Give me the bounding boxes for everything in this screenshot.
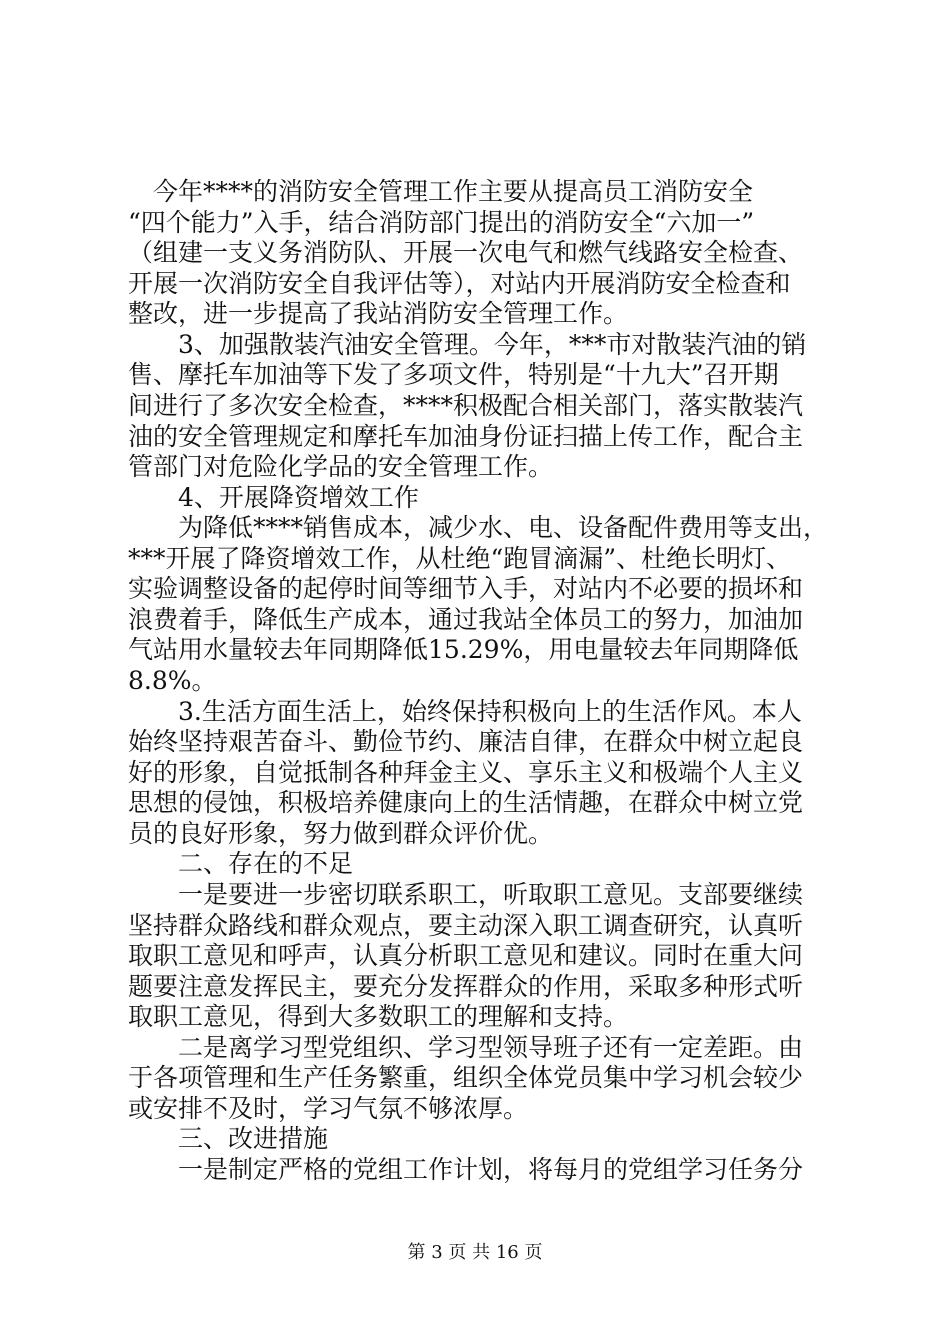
text-line: 整改，进一步提高了我站消防安全管理工作。	[128, 299, 629, 328]
text-line: 取职工意见，得到大多数职工的理解和支持。	[128, 1002, 629, 1031]
text-line: 8.8%。	[128, 666, 217, 695]
text-line: 于各项管理和生产任务繁重，组织全体党员集中学习机会较少	[128, 1063, 804, 1092]
text-line: 一是制定严格的党组工作计划，将每月的党组学习任务分	[128, 1155, 804, 1184]
text-line: 三、改进措施	[128, 1124, 329, 1153]
text-line: 员的良好形象，努力做到群众评价优。	[128, 819, 554, 848]
text-line: 3.生活方面生活上，始终保持积极向上的生活作风。本人	[128, 697, 802, 726]
page-footer: 第 3 页 共 16 页	[407, 1242, 543, 1263]
text-line: 二、存在的不足	[128, 849, 354, 878]
text-line: 售、摩托车加油等下发了多项文件，特别是“十九大”召开期	[128, 360, 779, 389]
text-line: “四个能力”入手，结合消防部门提出的消防安全“六加一”	[128, 208, 755, 237]
text-line: （组建一支义务消防队、开展一次电气和燃气线路安全检查、	[128, 238, 804, 267]
text-line: 4、开展降资增效工作	[128, 483, 419, 512]
text-line: 间进行了多次安全检查，****积极配合相关部门，落实散装汽	[128, 391, 804, 420]
text-line: 二是离学习型党组织、学习型领导班子还有一定差距。由	[128, 1033, 804, 1062]
text-line: 始终坚持艰苦奋斗、勤俭节约、廉洁自律，在群众中树立起良	[128, 727, 804, 756]
text-line: 一是要进一步密切联系职工，听取职工意见。支部要继续	[128, 880, 804, 909]
text-line: 开展一次消防安全自我评估等），对站内开展消防安全检查和	[128, 269, 791, 298]
text-line: 取职工意见和呼声，认真分析职工意见和建议。同时在重大问	[128, 941, 804, 970]
text-line: 好的形象，自觉抵制各种拜金主义、享乐主义和极端个人主义	[128, 758, 804, 787]
text-line: 为降低****销售成本，减少水、电、设备配件费用等支出，	[128, 513, 829, 542]
text-line: 气站用水量较去年同期降低15.29%，用电量较去年同期降低	[128, 635, 799, 664]
text-line: 坚持群众路线和群众观点，要主动深入职工调查研究，认真听	[128, 911, 804, 940]
text-line: 或安排不及时，学习气氛不够浓厚。	[128, 1094, 529, 1123]
text-line: 题要注意发挥民主，要充分发挥群众的作用，采取多种形式听	[128, 972, 804, 1001]
text-line: 管部门对危险化学品的安全管理工作。	[128, 452, 554, 481]
text-line: 今年****的消防安全管理工作主要从提高员工消防安全	[128, 177, 754, 206]
text-line: 思想的侵蚀，积极培养健康向上的生活情趣，在群众中树立党	[128, 788, 804, 817]
text-line: 实验调整设备的起停时间等细节入手，对站内不必要的损坏和	[128, 574, 804, 603]
text-line: ***开展了降资增效工作，从杜绝“跑冒滴漏”、杜绝长明灯、	[128, 544, 792, 573]
text-line: 3、加强散装汽油安全管理。今年，***市对散装汽油的销	[128, 330, 807, 359]
text-line: 油的安全管理规定和摩托车加油身份证扫描上传工作，配合主	[128, 422, 804, 451]
text-line: 浪费着手，降低生产成本，通过我站全体员工的努力，加油加	[128, 605, 804, 634]
